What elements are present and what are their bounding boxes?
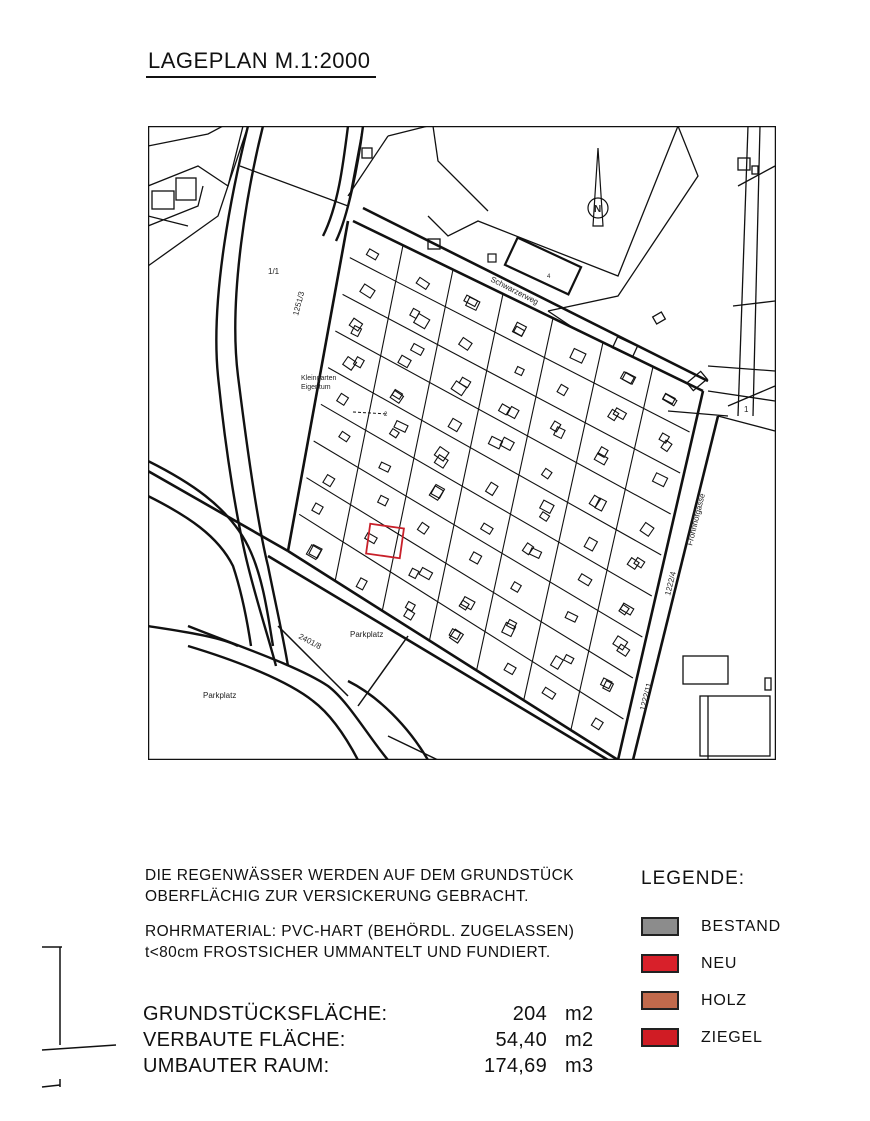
house xyxy=(617,644,630,656)
parcel-1-1: 1/1 xyxy=(268,267,280,276)
site-map-svg xyxy=(148,126,776,760)
plot-line xyxy=(306,478,632,678)
plot-line xyxy=(328,368,661,555)
house xyxy=(663,394,677,406)
house xyxy=(410,308,420,318)
house xyxy=(417,522,429,534)
margin-marks xyxy=(40,945,120,1095)
parcel-1222-4: 1222/4 xyxy=(663,570,678,597)
legend-label: BESTAND xyxy=(701,917,781,935)
legend-title: LEGENDE: xyxy=(641,868,746,889)
houses xyxy=(306,249,676,730)
parcel-1: 1 xyxy=(744,405,749,414)
house xyxy=(564,655,574,664)
legend-item-bestand xyxy=(641,908,781,945)
house xyxy=(613,636,628,650)
north-label: N xyxy=(594,204,602,215)
legend-swatch xyxy=(641,917,679,936)
house xyxy=(416,277,429,289)
house xyxy=(451,381,467,396)
stat-label: GRUNDSTÜCKSFLÄCHE: xyxy=(143,1003,388,1025)
house xyxy=(565,612,578,623)
house xyxy=(589,495,600,507)
plan-title: LAGEPLAN M.1:2000 xyxy=(148,48,371,73)
street-schwarzerweg: Schwarzerweg xyxy=(489,274,540,307)
note-line-2: OBERFLÄCHIG ZUR VERSICKERUNG GEBRACHT. xyxy=(145,888,529,905)
area-stats xyxy=(143,1001,603,1079)
legend-item-holz xyxy=(641,982,781,1019)
site-map xyxy=(148,126,776,760)
dashed-boundary xyxy=(353,412,388,414)
parcel-1251-3: 1251/3 xyxy=(291,290,307,317)
house xyxy=(466,297,480,310)
house xyxy=(339,431,350,441)
parcel-1222-11: 1222/11 xyxy=(638,681,654,712)
house xyxy=(470,552,482,564)
top-left-parcels xyxy=(148,126,363,266)
stat-value: 204 xyxy=(512,1003,547,1025)
house xyxy=(448,418,461,431)
street-frohnhofgasse: Frohnhofgasse xyxy=(685,492,707,547)
house xyxy=(379,462,391,472)
stat-unit: m3 xyxy=(565,1055,594,1077)
legend xyxy=(641,908,781,1056)
house xyxy=(551,656,564,670)
house xyxy=(591,718,603,730)
house xyxy=(404,609,415,620)
house xyxy=(411,344,425,356)
house xyxy=(390,391,403,404)
house xyxy=(337,393,349,405)
house xyxy=(613,408,626,420)
stat-row xyxy=(143,1053,603,1079)
house xyxy=(627,558,639,570)
parcel-2401-8: 2401/8 xyxy=(297,631,323,652)
house xyxy=(542,468,552,478)
notes xyxy=(145,865,574,963)
main-roads xyxy=(148,126,428,760)
garden-label-1: Kleingarten xyxy=(301,375,337,382)
note-line-1: DIE REGENWÄSSER WERDEN AUF DEM GRUNDSTÜCK xyxy=(145,867,574,884)
legend-item-ziegel xyxy=(641,1019,781,1056)
house xyxy=(459,338,472,351)
title-underline xyxy=(146,76,376,78)
legend-label: NEU xyxy=(701,954,738,972)
house xyxy=(542,687,556,699)
plot-line xyxy=(299,514,623,719)
stat-row xyxy=(143,1027,603,1053)
house xyxy=(360,284,375,298)
house xyxy=(540,512,550,521)
house xyxy=(608,409,619,420)
stat-unit: m2 xyxy=(565,1029,594,1051)
house xyxy=(511,582,521,592)
stat-value: 54,40 xyxy=(495,1029,547,1051)
house xyxy=(584,537,597,551)
house xyxy=(312,503,323,514)
house xyxy=(554,427,565,439)
stat-label: VERBAUTE FLÄCHE: xyxy=(143,1029,346,1051)
house xyxy=(578,574,592,586)
house xyxy=(378,495,389,505)
house xyxy=(414,314,430,329)
house xyxy=(601,678,612,689)
house xyxy=(515,367,524,376)
house xyxy=(323,475,335,487)
plot-line xyxy=(321,404,652,596)
north-arrow xyxy=(588,148,608,226)
legend-label: ZIEGEL xyxy=(701,1028,763,1046)
right-parcels xyxy=(668,126,775,760)
legend-swatch xyxy=(641,991,679,1010)
house xyxy=(481,523,493,534)
house xyxy=(409,568,419,578)
house xyxy=(486,482,498,495)
house xyxy=(488,436,502,448)
house xyxy=(557,384,568,395)
parking-label-left: Parkplatz xyxy=(203,691,237,700)
house xyxy=(640,523,654,537)
legend-swatch xyxy=(641,954,679,973)
house xyxy=(529,548,541,559)
plot-line xyxy=(335,331,670,514)
house xyxy=(540,500,554,513)
parking-label-center: Parkplatz xyxy=(350,630,384,639)
garden-marker: 2 xyxy=(384,412,388,418)
garden-label-2: Eigentum xyxy=(301,384,331,391)
plot-grid xyxy=(299,245,689,730)
house xyxy=(353,357,364,368)
house xyxy=(449,629,460,640)
note-line-3: ROHRMATERIAL: PVC-HART (BEHÖRDL. ZUGELASSEN) xyxy=(145,923,575,940)
note-line-4: t<80cm FROSTSICHER UMMANTELT UND FUNDIERT. xyxy=(145,944,551,961)
legend-item-neu xyxy=(641,945,781,982)
stat-unit: m2 xyxy=(565,1003,594,1025)
legend-label: HOLZ xyxy=(701,991,747,1009)
house xyxy=(500,437,514,450)
house xyxy=(390,429,400,438)
house xyxy=(366,249,378,260)
stat-row xyxy=(143,1001,603,1027)
house xyxy=(570,349,586,364)
top-field xyxy=(348,126,707,391)
house xyxy=(356,578,367,590)
stat-value: 174,69 xyxy=(484,1055,547,1077)
legend-swatch xyxy=(641,1028,679,1047)
house xyxy=(343,357,357,371)
house xyxy=(652,473,667,487)
house xyxy=(595,498,607,511)
highlighted-parcel xyxy=(366,524,404,558)
house xyxy=(419,568,433,580)
house xyxy=(504,663,516,674)
stat-label: UMBAUTER RAUM: xyxy=(143,1055,330,1077)
building-marker: 4 xyxy=(547,274,551,280)
house xyxy=(365,533,377,544)
